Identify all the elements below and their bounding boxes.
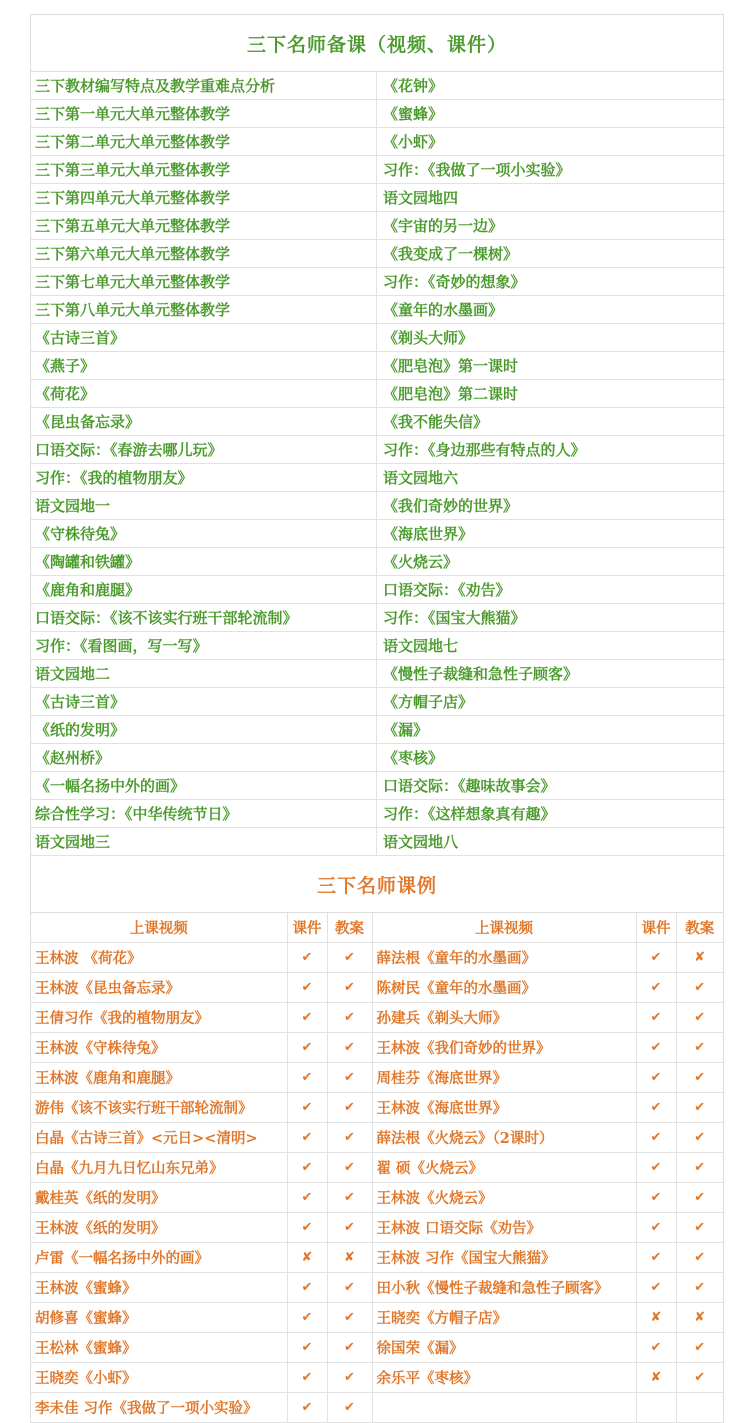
header-courseware: 课件 <box>287 913 327 943</box>
lesson-item-right[interactable]: 口语交际：《劝告》 <box>377 576 726 604</box>
plan-mark-left: ✔ <box>327 1003 372 1033</box>
courseware-mark-left: ✔ <box>287 1393 327 1423</box>
header-plan-2: 教案 <box>676 913 723 943</box>
plan-mark-left: ✔ <box>327 1153 372 1183</box>
case-row <box>31 973 723 1003</box>
lesson-row <box>31 100 725 128</box>
lesson-row <box>31 604 725 632</box>
lesson-row <box>31 520 725 548</box>
plan-mark-right: ✔ <box>676 1153 723 1183</box>
case-video-right[interactable]: 田小秋《慢性子裁缝和急性子顾客》 <box>372 1273 636 1303</box>
lesson-item-left[interactable]: 习作：《看图画，写一写》 <box>31 632 377 660</box>
case-row <box>31 1123 723 1153</box>
lesson-row <box>31 828 725 856</box>
cases-header-row <box>31 913 723 943</box>
lesson-item-right[interactable]: 《我变成了一棵树》 <box>377 240 726 268</box>
case-video-right[interactable]: 徐国荣《漏》 <box>372 1333 636 1363</box>
plan-mark-left: ✔ <box>327 1333 372 1363</box>
plan-mark-right: ✘ <box>676 943 723 973</box>
lesson-item-right[interactable]: 《蜜蜂》 <box>377 100 726 128</box>
lesson-item-left[interactable]: 语文园地一 <box>31 492 377 520</box>
lesson-item-right[interactable]: 《小虾》 <box>377 128 726 156</box>
case-video-right[interactable]: 王林波《海底世界》 <box>372 1093 636 1123</box>
lesson-row <box>31 380 725 408</box>
lesson-row <box>31 688 725 716</box>
lesson-item-left[interactable]: 口语交际：《该不该实行班干部轮流制》 <box>31 604 377 632</box>
courseware-mark-left: ✔ <box>287 973 327 1003</box>
lesson-row <box>31 296 725 324</box>
plan-mark-left: ✔ <box>327 1123 372 1153</box>
courseware-mark-right: ✔ <box>636 1213 676 1243</box>
resource-sheet <box>30 14 724 1423</box>
lesson-item-right[interactable]: 《我不能失信》 <box>377 408 726 436</box>
case-video-right[interactable]: 翟 硕《火烧云》 <box>372 1153 636 1183</box>
lesson-item-right[interactable]: 《海底世界》 <box>377 520 726 548</box>
lesson-row <box>31 352 725 380</box>
lesson-item-right[interactable]: 《慢性子裁缝和急性子顾客》 <box>377 660 726 688</box>
courseware-mark-left: ✔ <box>287 1093 327 1123</box>
header-video: 上课视频 <box>31 913 287 943</box>
plan-mark-right <box>676 1393 723 1423</box>
lesson-item-left[interactable]: 语文园地二 <box>31 660 377 688</box>
courseware-mark-right: ✔ <box>636 973 676 1003</box>
plan-mark-right: ✔ <box>676 1063 723 1093</box>
lesson-item-left[interactable]: 习作：《我的植物朋友》 <box>31 464 377 492</box>
lesson-item-right[interactable]: 语文园地八 <box>377 828 726 856</box>
courseware-mark-left: ✔ <box>287 1123 327 1153</box>
case-row <box>31 1273 723 1303</box>
courseware-mark-left: ✔ <box>287 1303 327 1333</box>
lesson-item-right[interactable]: 《剃头大师》 <box>377 324 726 352</box>
plan-mark-left: ✔ <box>327 1033 372 1063</box>
lesson-item-right[interactable]: 《童年的水墨画》 <box>377 296 726 324</box>
lesson-item-left[interactable]: 口语交际：《春游去哪儿玩》 <box>31 436 377 464</box>
case-video-left[interactable]: 李未佳 习作《我做了一项小实验》 <box>31 1393 287 1423</box>
lesson-item-left[interactable]: 《荷花》 <box>31 380 377 408</box>
cases-title: 三下名师课例 <box>31 856 723 913</box>
plan-mark-left: ✔ <box>327 943 372 973</box>
lesson-item-left[interactable]: 三下第五单元大单元整体教学 <box>31 212 377 240</box>
courseware-mark-right: ✔ <box>636 1153 676 1183</box>
lesson-item-left[interactable]: 语文园地三 <box>31 828 377 856</box>
lesson-row <box>31 408 725 436</box>
case-row <box>31 943 723 973</box>
courseware-mark-right: ✘ <box>636 1303 676 1333</box>
case-row <box>31 1003 723 1033</box>
lesson-item-left[interactable]: 三下第三单元大单元整体教学 <box>31 156 377 184</box>
case-video-left[interactable]: 胡修喜《蜜蜂》 <box>31 1303 287 1333</box>
lesson-row <box>31 464 725 492</box>
lesson-item-left[interactable]: 《鹿角和鹿腿》 <box>31 576 377 604</box>
lesson-item-right[interactable]: 习作：《奇妙的想象》 <box>377 268 726 296</box>
lesson-item-right[interactable]: 语文园地六 <box>377 464 726 492</box>
lesson-row <box>31 632 725 660</box>
case-row <box>31 1243 723 1273</box>
case-row <box>31 1063 723 1093</box>
case-video-left[interactable]: 白晶《九月九日忆山东兄弟》 <box>31 1153 287 1183</box>
case-video-right[interactable]: 薛法根《童年的水墨画》 <box>372 943 636 973</box>
case-row <box>31 1033 723 1063</box>
case-video-right[interactable]: 薛法根《火烧云》（2课时） <box>372 1123 636 1153</box>
plan-mark-left: ✘ <box>327 1243 372 1273</box>
case-video-right[interactable]: 周桂芬《海底世界》 <box>372 1063 636 1093</box>
lesson-item-right[interactable]: 习作：《这样想象真有趣》 <box>377 800 726 828</box>
plan-mark-left: ✔ <box>327 1363 372 1393</box>
lesson-row <box>31 324 725 352</box>
lesson-item-right[interactable]: 习作：《我做了一项小实验》 <box>377 156 726 184</box>
plan-mark-left: ✔ <box>327 1273 372 1303</box>
lesson-item-right[interactable]: 语文园地四 <box>377 184 726 212</box>
courseware-mark-right: ✔ <box>636 1243 676 1273</box>
plan-mark-left: ✔ <box>327 1093 372 1123</box>
case-row <box>31 1183 723 1213</box>
lesson-item-right[interactable]: 《宇宙的另一边》 <box>377 212 726 240</box>
courseware-mark-left: ✔ <box>287 1033 327 1063</box>
plan-mark-right: ✔ <box>676 1363 723 1393</box>
lesson-item-left[interactable]: 三下教材编写特点及教学重难点分析 <box>31 72 377 100</box>
lesson-row <box>31 492 725 520</box>
lesson-row <box>31 576 725 604</box>
plan-mark-right: ✔ <box>676 973 723 1003</box>
lesson-row <box>31 268 725 296</box>
lesson-row <box>31 156 725 184</box>
header-plan: 教案 <box>327 913 372 943</box>
lesson-row <box>31 744 725 772</box>
case-video-right[interactable] <box>372 1393 636 1423</box>
plan-mark-right: ✔ <box>676 1033 723 1063</box>
courseware-mark-right: ✔ <box>636 1063 676 1093</box>
courseware-mark-right: ✔ <box>636 1183 676 1213</box>
case-row <box>31 1093 723 1123</box>
case-video-left[interactable]: 王林波《昆虫备忘录》 <box>31 973 287 1003</box>
lesson-item-left[interactable]: 《纸的发明》 <box>31 716 377 744</box>
case-video-left[interactable]: 白晶《古诗三首》<元日><清明> <box>31 1123 287 1153</box>
courseware-mark-right: ✔ <box>636 943 676 973</box>
lesson-item-left[interactable]: 三下第六单元大单元整体教学 <box>31 240 377 268</box>
case-video-left[interactable]: 王林波 《荷花》 <box>31 943 287 973</box>
case-video-left[interactable]: 王晓奕《小虾》 <box>31 1363 287 1393</box>
lesson-item-right[interactable]: 《枣核》 <box>377 744 726 772</box>
lesson-row <box>31 548 725 576</box>
lesson-item-right[interactable]: 《花钟》 <box>377 72 726 100</box>
courseware-mark-right: ✔ <box>636 1273 676 1303</box>
courseware-mark-left: ✔ <box>287 1363 327 1393</box>
plan-mark-left: ✔ <box>327 1303 372 1333</box>
lesson-row <box>31 772 725 800</box>
case-video-left[interactable]: 王林波《鹿角和鹿腿》 <box>31 1063 287 1093</box>
header-courseware-2: 课件 <box>636 913 676 943</box>
courseware-mark-left: ✔ <box>287 943 327 973</box>
case-video-right[interactable]: 王林波《火烧云》 <box>372 1183 636 1213</box>
case-video-right[interactable]: 王林波 口语交际《劝告》 <box>372 1213 636 1243</box>
case-row <box>31 1363 723 1393</box>
lesson-item-left[interactable]: 综合性学习：《中华传统节日》 <box>31 800 377 828</box>
lesson-item-right[interactable]: 《方帽子店》 <box>377 688 726 716</box>
case-video-left[interactable]: 戴桂英《纸的发明》 <box>31 1183 287 1213</box>
courseware-mark-right: ✘ <box>636 1363 676 1393</box>
case-row <box>31 1303 723 1333</box>
case-video-right[interactable]: 孙建兵《剃头大师》 <box>372 1003 636 1033</box>
courseware-mark-right: ✔ <box>636 1003 676 1033</box>
lesson-row <box>31 72 725 100</box>
case-row <box>31 1153 723 1183</box>
courseware-mark-right <box>636 1393 676 1423</box>
lesson-item-right[interactable]: 习作：《国宝大熊猫》 <box>377 604 726 632</box>
case-video-left[interactable]: 王林波《蜜蜂》 <box>31 1273 287 1303</box>
plan-mark-right: ✘ <box>676 1303 723 1333</box>
courseware-mark-left: ✔ <box>287 1153 327 1183</box>
case-video-right[interactable]: 王林波 习作《国宝大熊猫》 <box>372 1243 636 1273</box>
lesson-item-left[interactable]: 《燕子》 <box>31 352 377 380</box>
lesson-item-left[interactable]: 三下第八单元大单元整体教学 <box>31 296 377 324</box>
lesson-row <box>31 128 725 156</box>
lesson-item-right[interactable]: 语文园地七 <box>377 632 726 660</box>
cases-table <box>31 913 723 1423</box>
courseware-mark-left: ✔ <box>287 1273 327 1303</box>
plan-mark-right: ✔ <box>676 1333 723 1363</box>
courseware-mark-left: ✔ <box>287 1003 327 1033</box>
plan-mark-right: ✔ <box>676 1183 723 1213</box>
lesson-item-left[interactable]: 《古诗三首》 <box>31 688 377 716</box>
lesson-row <box>31 240 725 268</box>
lesson-row <box>31 800 725 828</box>
case-video-left[interactable]: 王松林《蜜蜂》 <box>31 1333 287 1363</box>
courseware-mark-right: ✔ <box>636 1333 676 1363</box>
plan-mark-left: ✔ <box>327 1063 372 1093</box>
lesson-row <box>31 716 725 744</box>
lesson-item-left[interactable]: 《守株待兔》 <box>31 520 377 548</box>
case-video-right[interactable]: 陈树民《童年的水墨画》 <box>372 973 636 1003</box>
lesson-item-left[interactable]: 《一幅名扬中外的画》 <box>31 772 377 800</box>
lesson-row <box>31 436 725 464</box>
lesson-item-left[interactable]: 《古诗三首》 <box>31 324 377 352</box>
plan-mark-left: ✔ <box>327 1183 372 1213</box>
lesson-row <box>31 212 725 240</box>
lesson-item-left[interactable]: 三下第二单元大单元整体教学 <box>31 128 377 156</box>
case-video-left[interactable]: 王林波《守株待兔》 <box>31 1033 287 1063</box>
lesson-item-right[interactable]: 《火烧云》 <box>377 548 726 576</box>
case-row <box>31 1333 723 1363</box>
lesson-item-left[interactable]: 三下第七单元大单元整体教学 <box>31 268 377 296</box>
plan-mark-right: ✔ <box>676 1273 723 1303</box>
courseware-mark-right: ✔ <box>636 1093 676 1123</box>
case-video-left[interactable]: 王林波《纸的发明》 <box>31 1213 287 1243</box>
lesson-row <box>31 660 725 688</box>
plan-mark-left: ✔ <box>327 1393 372 1423</box>
plan-mark-right: ✔ <box>676 1093 723 1123</box>
courseware-mark-left: ✘ <box>287 1243 327 1273</box>
courseware-mark-left: ✔ <box>287 1213 327 1243</box>
courseware-mark-right: ✔ <box>636 1033 676 1063</box>
plan-mark-right: ✔ <box>676 1123 723 1153</box>
plan-mark-right: ✔ <box>676 1213 723 1243</box>
lesson-item-left[interactable]: 《昆虫备忘录》 <box>31 408 377 436</box>
lesson-table <box>31 72 725 856</box>
lesson-item-right[interactable]: 《肥皂泡》第二课时 <box>377 380 726 408</box>
courseware-mark-left: ✔ <box>287 1063 327 1093</box>
lesson-item-left[interactable]: 《赵州桥》 <box>31 744 377 772</box>
page-title: 三下名师备课（视频、课件） <box>31 14 723 72</box>
lesson-item-right[interactable]: 《肥皂泡》第一课时 <box>377 352 726 380</box>
case-row <box>31 1393 723 1423</box>
courseware-mark-right: ✔ <box>636 1123 676 1153</box>
case-video-right[interactable]: 王晓奕《方帽子店》 <box>372 1303 636 1333</box>
plan-mark-right: ✔ <box>676 1003 723 1033</box>
plan-mark-right: ✔ <box>676 1243 723 1273</box>
lesson-item-left[interactable]: 三下第一单元大单元整体教学 <box>31 100 377 128</box>
courseware-mark-left: ✔ <box>287 1183 327 1213</box>
lesson-item-right[interactable]: 口语交际：《趣味故事会》 <box>377 772 726 800</box>
plan-mark-left: ✔ <box>327 973 372 1003</box>
lesson-item-left[interactable]: 《陶罐和铁罐》 <box>31 548 377 576</box>
case-video-left[interactable]: 王倩习作《我的植物朋友》 <box>31 1003 287 1033</box>
case-video-left[interactable]: 游伟《该不该实行班干部轮流制》 <box>31 1093 287 1123</box>
lesson-row <box>31 184 725 212</box>
courseware-mark-left: ✔ <box>287 1333 327 1363</box>
case-row <box>31 1213 723 1243</box>
lesson-item-right[interactable]: 《我们奇妙的世界》 <box>377 492 726 520</box>
header-video-2: 上课视频 <box>372 913 636 943</box>
lesson-item-left[interactable]: 三下第四单元大单元整体教学 <box>31 184 377 212</box>
case-video-right[interactable]: 王林波《我们奇妙的世界》 <box>372 1033 636 1063</box>
lesson-item-right[interactable]: 习作：《身边那些有特点的人》 <box>377 436 726 464</box>
case-video-right[interactable]: 余乐平《枣核》 <box>372 1363 636 1393</box>
case-video-left[interactable]: 卢雷《一幅名扬中外的画》 <box>31 1243 287 1273</box>
lesson-item-right[interactable]: 《漏》 <box>377 716 726 744</box>
plan-mark-left: ✔ <box>327 1213 372 1243</box>
